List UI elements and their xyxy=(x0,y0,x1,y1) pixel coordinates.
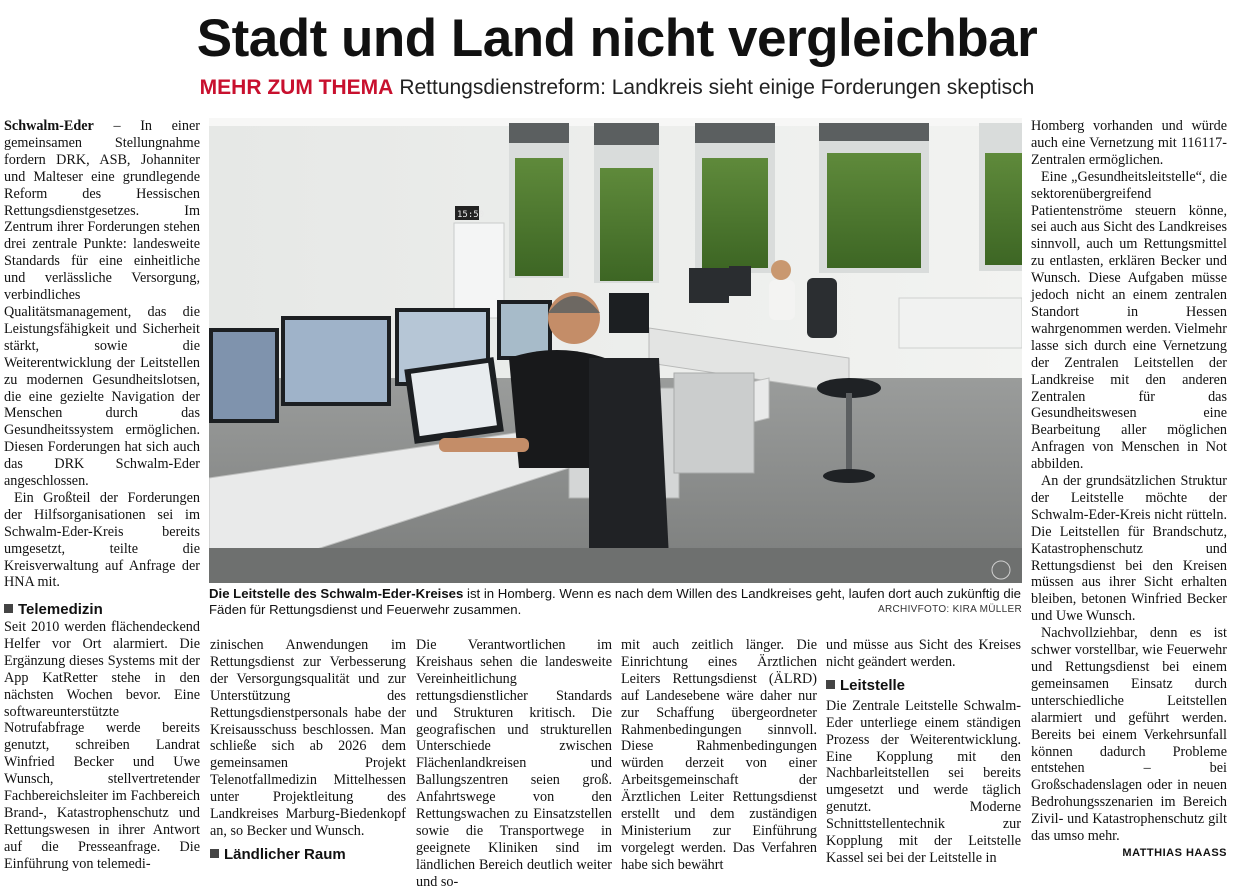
paragraph: Nachvollziehbar, denn es ist schwer vorstellbar, wie Feuerwehr und Rettungsdienst bei einem gemeinsamen Einsatz durch unterschiedliche Leitstellen alarmiert und geführt werden. Bereits bei einem Verkehrsunfall können dadurch Probleme entstehen – bei Großschadenslagen oder in neuen Bedrohungsszenarien im Bereich Zivil- und Katastrophenschutz gilt das umso mehr. xyxy=(1031,625,1227,845)
square-bullet-icon xyxy=(4,604,13,613)
paragraph: Homberg vorhanden und würde auch eine Vernetzung mit 116117-Zentralen ermöglichen. xyxy=(1031,118,1227,168)
wall-clock-display: 15:50 xyxy=(457,210,485,220)
photo-caption: Die Leitstelle des Schwalm-Eder-Kreises ist in Homberg. Wenn es nach dem Willen des Landkreises geht, laufen dort auch zukünftig die Fäden für Rettungsdienst und Feuerwehr zusammen. ARCHIVFOTO: KIRA MÜLLER xyxy=(209,586,1022,617)
column-4 xyxy=(621,637,817,874)
column-6 xyxy=(1031,118,1227,862)
paragraph: mit auch zeitlich länger. Die Einrichtung eines Ärztlichen Leiters Rettungsdienst (ÄLRD) auf Landesebene wäre daher nur zur Schaffung übergeordneter Rahmenbedingungen sinnvoll. Diese Rahmenbedingungen würden derzeit von einer Arbeitsgemeinschaft der Ärztlichen Leiter Rettungsdienst erstellt und dem zuständigen Ministerium zur Einführung vorgelegt werden. Das Verfahren habe sich bewährt xyxy=(621,637,817,873)
paragraph: Die Verantwortlichen im Kreishaus sehen die landesweite Vereinheitlichung rettungsdienstlicher Standards und Strukturen kritisch. Die geografischen und strukturellen Unterschiede zwischen Flächenlandkreisen und Ballungszentren seien groß. Anfahrtswege von den Rettungswachen zu Einsatzstellen sowie die Transportwege in geeignete Kliniken sind im ländlichen Bereich deutlich weiter und so- xyxy=(416,637,612,890)
headline: Stadt und Land nicht vergleichbar xyxy=(196,9,1038,68)
subhead-laendlicher-raum: Ländlicher Raum xyxy=(210,846,406,863)
control-center-photo xyxy=(209,118,1022,583)
photo-control-center xyxy=(209,118,1022,583)
column-1-top xyxy=(4,118,200,622)
paragraph: Die Zentrale Leitstelle Schwalm-Eder unterliege einem ständigen Prozess der Weiterentwicklung. Eine Kopplung mit den Nachbarleitstellen sei bereits umgesetzt und werde täglich genutzt. Moderne Schnittstellentechnik zur Kopplung mit der Leitstelle Kassel sei bei der Leitstelle in xyxy=(826,697,1021,866)
column-3 xyxy=(416,637,612,891)
paragraph: und müsse aus Sicht des Kreises nicht geändert werden. xyxy=(826,637,1021,670)
paragraph: Eine „Gesundheitsleitstelle“, die sektorenübergreifend Patientenströme steuern könne, sei auch aus Sicht des Landkreises sinnvoll, auch um Rettungsmittel zu entlasten, erklären Becker und Wunsch. Diese Aufgaben müsse jedoch nicht an einem zentralen Standort in Hessen wahrgenommen werden. Vielmehr lasse sich durch eine Vernetzung der Zentralen Leitstellen der Landkreise mit den anderen Zentralen für das Gesundheitswesen eine Bearbeitung aller möglichen Anfragen von Menschen in Not abbilden. xyxy=(1031,168,1228,473)
photo-credit: ARCHIVFOTO: KIRA MÜLLER xyxy=(878,604,1022,615)
paragraph: zinischen Anwendungen im Rettungsdienst zur Verbesserung der Versorgungsqualität und zur Unterstützung des Rettungsdienstpersonals habe der Kreisausschuss beschlossen. Man schließe sich ab 2026 dem gemeinsamen Projekt Telenotfallmedizin Mittelhessen unter Projektleitung des Landkreises Marburg-Biedenkopf an, so Becker und Wunsch. xyxy=(210,637,406,839)
paragraph: An der grundsätzlichen Struktur der Leitstelle möchte der Schwalm-Eder-Kreis nicht rütteln. Die Leitstellen für Brandschutz, Katastrophenschutz und Rettungsdienst bei den Kreisen müssen aus ihrer Sicht erhalten bleiben, betonen Winfried Becker und Uwe Wunsch. xyxy=(1031,473,1227,625)
author-byline: MATTHIAS HAASS xyxy=(1122,846,1227,859)
subheadline-text: Rettungsdienstreform: Landkreis sieht einige Forderungen skeptisch xyxy=(399,76,1035,99)
subhead-leitstelle: Leitstelle xyxy=(826,677,1021,694)
dateline: Schwalm-Eder xyxy=(4,118,94,134)
paragraph: Seit 2010 werden flächendeckend Helfer vor Ort alarmiert. Die Ergänzung dieses Systems mit der App KatRetter stehe in den nächsten Wochen bevor. Eine softwareunterstützte Notrufabfrage werde bereits genutzt, schreiben Landrat Winfried Becker und Uwe Wunsch, stellvertretender Fachbereichsleiter im Fachbereich Brand-, Katastrophenschutz und Rettungswesen in ihrer Antwort auf die Presseanfrage. Die Einführung von telemedi- xyxy=(4,619,200,872)
kicker: MEHR ZUM THEMA xyxy=(199,76,394,99)
paragraph-intro: Schwalm-Eder – In einer gemeinsamen Stellungnahme fordern DRK, ASB, Johanniter und Malteser eine grundlegende Reform des Hessischen Rettungsdienstgesetzes. Im Zentrum ihrer Forderungen stehen drei zentrale Punkte: landesweite Standards für eine einheitliche und verlässliche Versorgung, verbindliches Qualitätsmanagement, das die Leistungsfähigkeit und Sicherheit stärkt, sowie die Weiterentwicklung der Leitstellen zu modernen Gesundheitslotsen, die eine gezielte Navigation der Menschen durch das Gesundheitssystem ermöglichen. Diesen Forderungen hat sich auch das DRK Schwalm-Eder angeschlossen. xyxy=(4,118,200,490)
square-bullet-icon xyxy=(210,849,219,858)
column-2 xyxy=(210,637,406,867)
column-5 xyxy=(826,637,1021,867)
paragraph: Ein Großteil der Forderungen der Hilfsorganisationen sei im Schwalm-Eder-Kreis bereits umgesetzt, teilte die Kreisverwaltung auf Anfrage der HNA mit. xyxy=(4,489,200,591)
square-bullet-icon xyxy=(826,680,835,689)
subhead-telemedizin: Telemedizin xyxy=(4,601,200,618)
column-1-bottom xyxy=(4,619,200,873)
subheadline xyxy=(0,74,1234,102)
